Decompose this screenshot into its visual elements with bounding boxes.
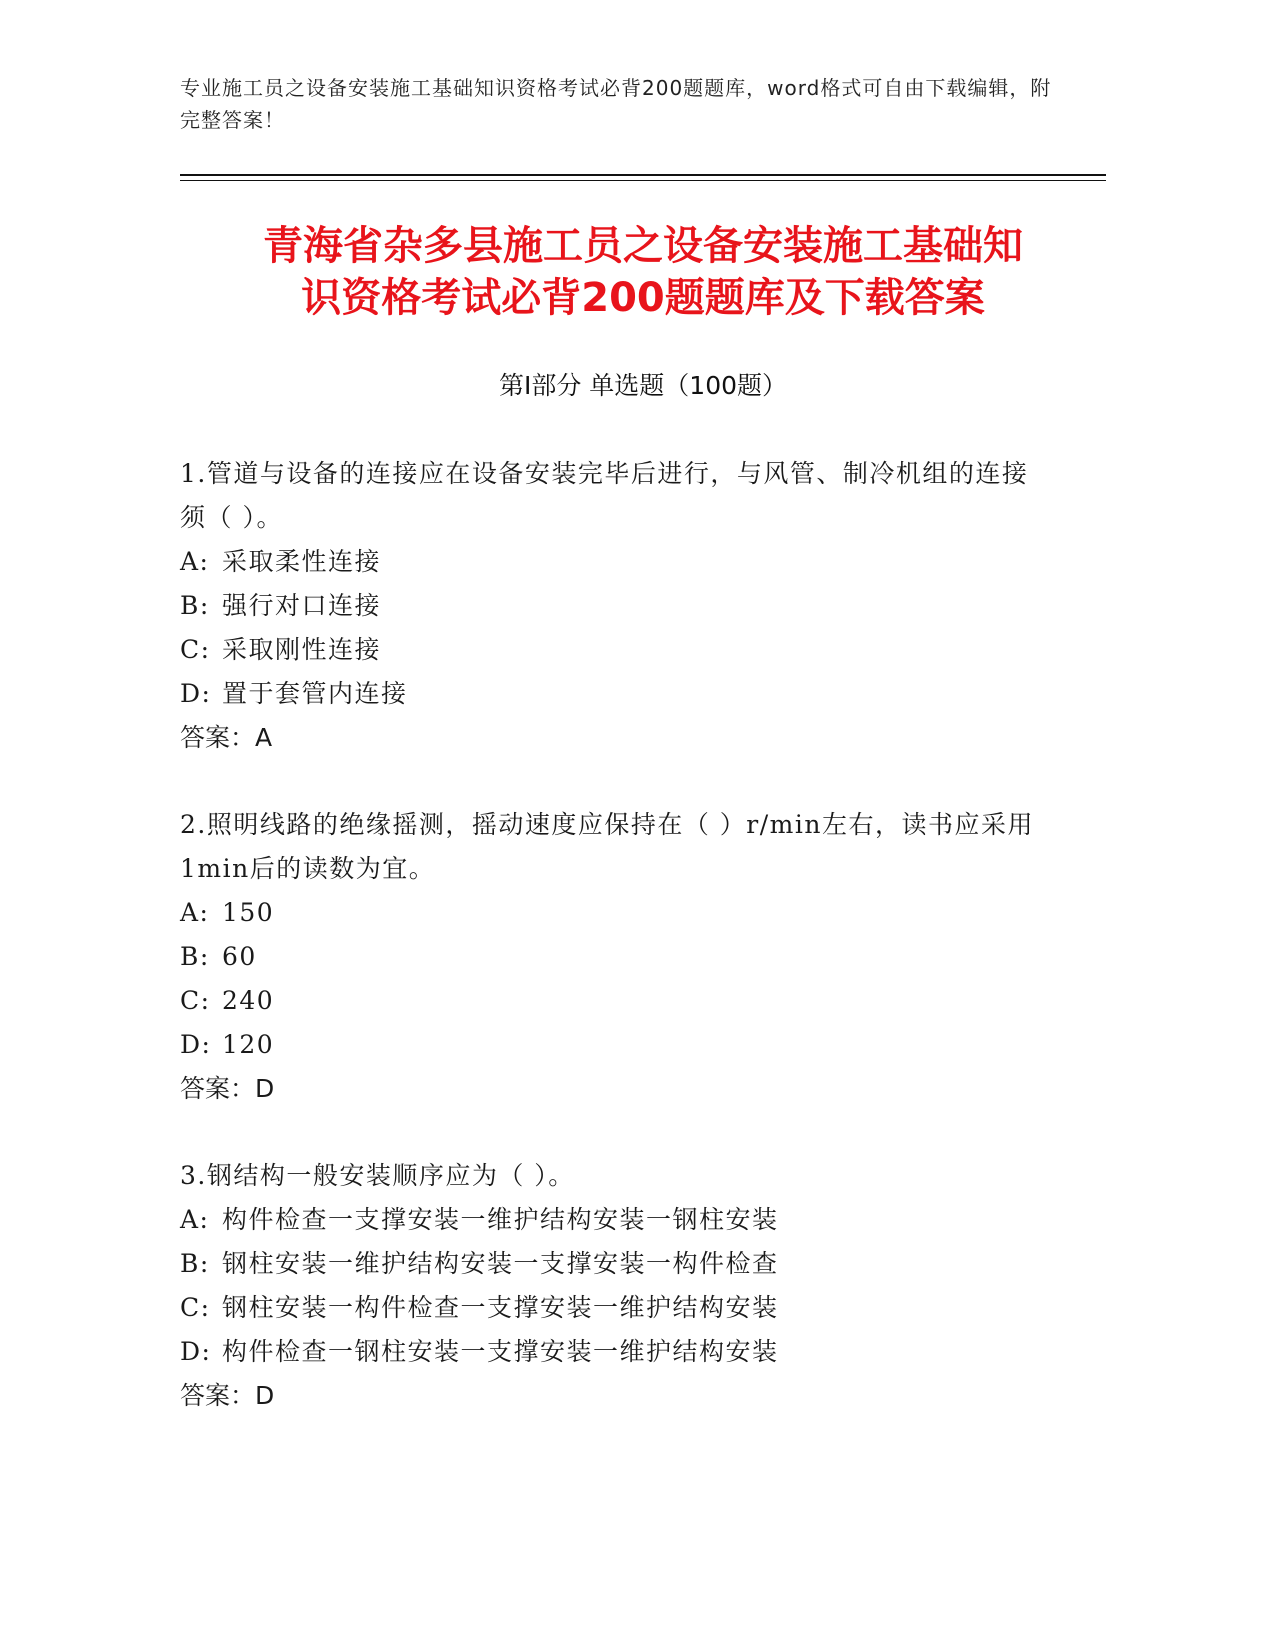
option-text: 强行对口连接 xyxy=(222,591,382,620)
document-title-line-1: 青海省杂多县施工员之设备安装施工基础知 xyxy=(263,223,1023,269)
option-text: 采取刚性连接 xyxy=(222,635,382,664)
question-item xyxy=(180,452,1040,760)
option-c xyxy=(180,1286,1040,1330)
answer-line: 答案：D xyxy=(180,1381,275,1410)
question-stem: 1.管道与设备的连接应在设备安装完毕后进行，与风管、制冷机组的连接须（ ）。 xyxy=(180,459,1029,532)
option-letter: B: xyxy=(180,942,210,971)
option-letter: C: xyxy=(180,1293,211,1322)
option-text: 置于套管内连接 xyxy=(222,679,408,708)
option-letter: C: xyxy=(180,635,211,664)
option-text: 120 xyxy=(222,1030,275,1059)
header-divider-thin xyxy=(180,180,1106,181)
option-text: 采取柔性连接 xyxy=(222,547,382,576)
document-title xyxy=(180,220,1106,324)
option-a xyxy=(180,891,1040,935)
option-letter: A: xyxy=(180,547,210,576)
option-text: 150 xyxy=(222,898,275,927)
option-letter: D: xyxy=(180,1030,212,1059)
header-note: 专业施工员之设备安装施工基础知识资格考试必背200题题库，word格式可自由下载编辑，附完整答案！ xyxy=(180,76,1052,132)
option-b xyxy=(180,584,1040,628)
question-list xyxy=(180,452,1040,1461)
option-text: 构件检查一支撑安装一维护结构安装一钢柱安装 xyxy=(222,1205,779,1234)
option-letter: C: xyxy=(180,986,211,1015)
answer-line: 答案：D xyxy=(180,1074,275,1103)
option-letter: D: xyxy=(180,679,212,708)
option-letter: A: xyxy=(180,898,210,927)
option-c xyxy=(180,979,1040,1023)
option-b xyxy=(180,1242,1040,1286)
option-letter: A: xyxy=(180,1205,210,1234)
option-d xyxy=(180,672,1040,716)
header-divider-thick xyxy=(180,174,1106,176)
option-a xyxy=(180,1198,1040,1242)
question-stem: 3.钢结构一般安装顺序应为（ ）。 xyxy=(180,1161,575,1190)
option-a xyxy=(180,540,1040,584)
option-text: 构件检查一钢柱安装一支撑安装一维护结构安装 xyxy=(222,1337,779,1366)
option-c xyxy=(180,628,1040,672)
option-d xyxy=(180,1023,1040,1067)
question-stem: 2.照明线路的绝缘摇测，摇动速度应保持在（ ）r/min左右，读书应采用1min后的读数为宜。 xyxy=(180,810,1034,883)
option-d xyxy=(180,1330,1040,1374)
option-text: 60 xyxy=(222,942,257,971)
section-title: 第Ⅰ部分 单选题（100题） xyxy=(498,371,788,400)
question-item xyxy=(180,803,1040,1111)
option-letter: D: xyxy=(180,1337,212,1366)
option-text: 钢柱安装一维护结构安装一支撑安装一构件检查 xyxy=(222,1249,779,1278)
document-title-line-2: 识资格考试必背200题题库及下载答案 xyxy=(301,275,985,321)
answer-line: 答案：A xyxy=(180,723,273,752)
option-text: 钢柱安装一构件检查一支撑安装一维护结构安装 xyxy=(222,1293,779,1322)
option-b xyxy=(180,935,1040,979)
question-item xyxy=(180,1154,1040,1418)
option-letter: B: xyxy=(180,1249,210,1278)
option-letter: B: xyxy=(180,591,210,620)
option-text: 240 xyxy=(222,986,275,1015)
